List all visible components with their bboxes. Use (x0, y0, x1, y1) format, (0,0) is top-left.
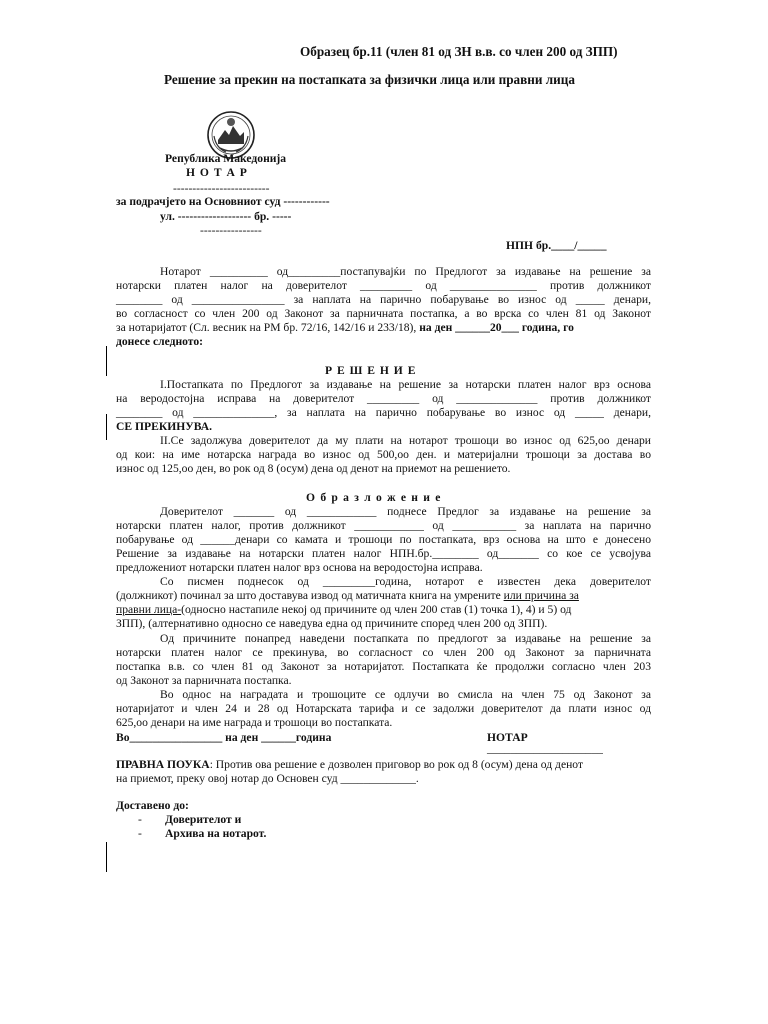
list-bullet: - (138, 827, 142, 840)
signature-line: ____________________ (487, 742, 603, 755)
reasoning-line: предложениот нотарски платен налог врз основа на веродостојна исправа. (116, 561, 483, 574)
margin-mark (106, 346, 107, 376)
intro-date: на ден ______20___ година, го (419, 321, 574, 334)
reasoning-text: (должникот) починал за што доставува извод од матичната книга на умрените (116, 589, 504, 602)
decision-line: на веродостојна исправа на доверителот _________ од ______________ против должникот (116, 392, 651, 405)
decision-line: од кои: на име нотарска награда во износ од 500,оо ден. и материјални трошоци за достава во (116, 448, 651, 461)
notary-office: Н О Т А Р (186, 166, 248, 179)
list-bullet: - (138, 813, 142, 826)
legal-notice-label: ПРАВНА ПОУКА (116, 758, 210, 771)
intro-line (116, 321, 574, 334)
place-date-line: Во________________ на ден ______година (116, 731, 332, 744)
reasoning-line: побарување од ______денари со камата и трошоци по постапката, врз основа на што е донесено (116, 533, 651, 546)
intro-line: во согласност со член 200 од Законот за парничната постапка, а во врска со член 81 од Законот (116, 307, 651, 320)
reasoning-line: Од причините понапред наведени постапката по предлогот за издавање на решение за (160, 632, 651, 645)
reasoning-line: нотарски платен налог се прекинува, во согласност со член 200 од Законот за парничната (116, 646, 651, 659)
delivered-label: Доставено до: (116, 799, 189, 812)
reasoning-line: постапка в.в. со член 81 од Законот за нотаријатот. Постапката ќе продолжи согласно член 203 (116, 660, 651, 673)
decision-stopped: СЕ ПРЕКИНУВА. (116, 420, 213, 433)
decision-line: износ од 125,оо ден, во рок од 8 (осум) дена од денот на приемот на решението. (116, 462, 511, 475)
reasoning-line: нотаријатот и член 24 и 28 од Нотарската тарифа и се задолжи доверителот да плати износ од (116, 702, 651, 715)
intro-line: ________ од ________________ за наплата на парично побарување во износ од _____ денари, (116, 293, 651, 306)
reasoning-line (116, 603, 571, 616)
margin-mark (106, 414, 107, 440)
form-reference: Образец бр.11 (член 81 од ЗН в.в. со член 200 од ЗПП) (300, 44, 618, 59)
reasoning-text: (односно настапиле некој од причините од член 200 став (1) точка 1), 4) и 5) од (181, 603, 572, 616)
reasoning-line: Решение за издавање на нотарски платен налог НПН.бр.________ од_______ со кое се усвојува (116, 547, 651, 560)
legal-notice-text: : Против ова решение е дозволен приговор во рок од 8 (осум) дена од денот (209, 758, 584, 771)
delivered-item: Архива на нотарот. (165, 827, 267, 840)
reasoning-underlined: или причина за (503, 589, 579, 602)
intro-line: нотарски платен налог на доверителот _________ од _______________ против должникот (116, 279, 651, 292)
reasoning-line (116, 589, 579, 602)
decision-heading: Р Е Ш Е Н И Е (325, 364, 417, 377)
delivered-item: Доверителот и (165, 813, 242, 826)
legal-notice-line: на приемот, преку овој нотар до Основен суд _____________. (116, 772, 419, 785)
reasoning-line: нотарски платен налог, против должникот ____________ од ___________ за наплата на парично (116, 519, 651, 532)
address-line: ул. ------------------- бр. ----- (160, 210, 292, 223)
reasoning-line: од Законот за парничната постапка. (116, 674, 292, 687)
decision-line: ________ од ______________, за наплата на парично побарување во износ од _____ денари, (116, 406, 651, 419)
reasoning-heading: О б р а з л о ж е н и е (306, 491, 442, 504)
intro-line: Нотарот __________ од_________постапувајќи по Предлогот за издавање на решение за (160, 265, 651, 278)
case-number: НПН бр.____/_____ (506, 239, 607, 252)
reasoning-line: Со писмен поднесок од _________година, нотарот е известен дека доверителот (160, 575, 651, 588)
decision-line: II.Се задолжува доверителот да му плати на нотарот трошоци во износ од 625,оо денари (160, 434, 651, 447)
court-line: за подрачјето на Основниот суд ------------ (116, 195, 330, 208)
reasoning-line: Доверителот _______ од ____________ поднесе Предлог за издавање на решение за (160, 505, 651, 518)
legal-notice (116, 758, 583, 771)
dash-line: ------------------------- (173, 182, 270, 195)
country-name: Република Македонија (165, 152, 287, 165)
intro-line: донесе следното: (116, 335, 203, 348)
dash-line: ---------------- (200, 224, 262, 237)
document-title: Решение за прекин на постапката за физички лица или правни лица (164, 72, 575, 87)
reasoning-line: 625,оо денари на име награда и трошоци во постапката. (116, 716, 393, 729)
intro-text: за нотаријатот (Сл. весник на РМ бр. 72/16, 142/16 и 233/18), (116, 321, 420, 334)
reasoning-line: ЗПП), (алтернативно односно се наведува една од причините според член 200 од ЗПП). (116, 617, 548, 630)
margin-mark (106, 842, 107, 872)
reasoning-underlined: правни лица- (116, 603, 182, 616)
reasoning-line: Во однос на наградата и трошоците се одлучи во смисла на член 75 од Законот за (160, 688, 651, 701)
notary-signature-label: НОТАР (487, 731, 528, 744)
decision-line: I.Постапката по Предлогот за издавање на решение за нотарски платен налог врз основа (160, 378, 651, 391)
